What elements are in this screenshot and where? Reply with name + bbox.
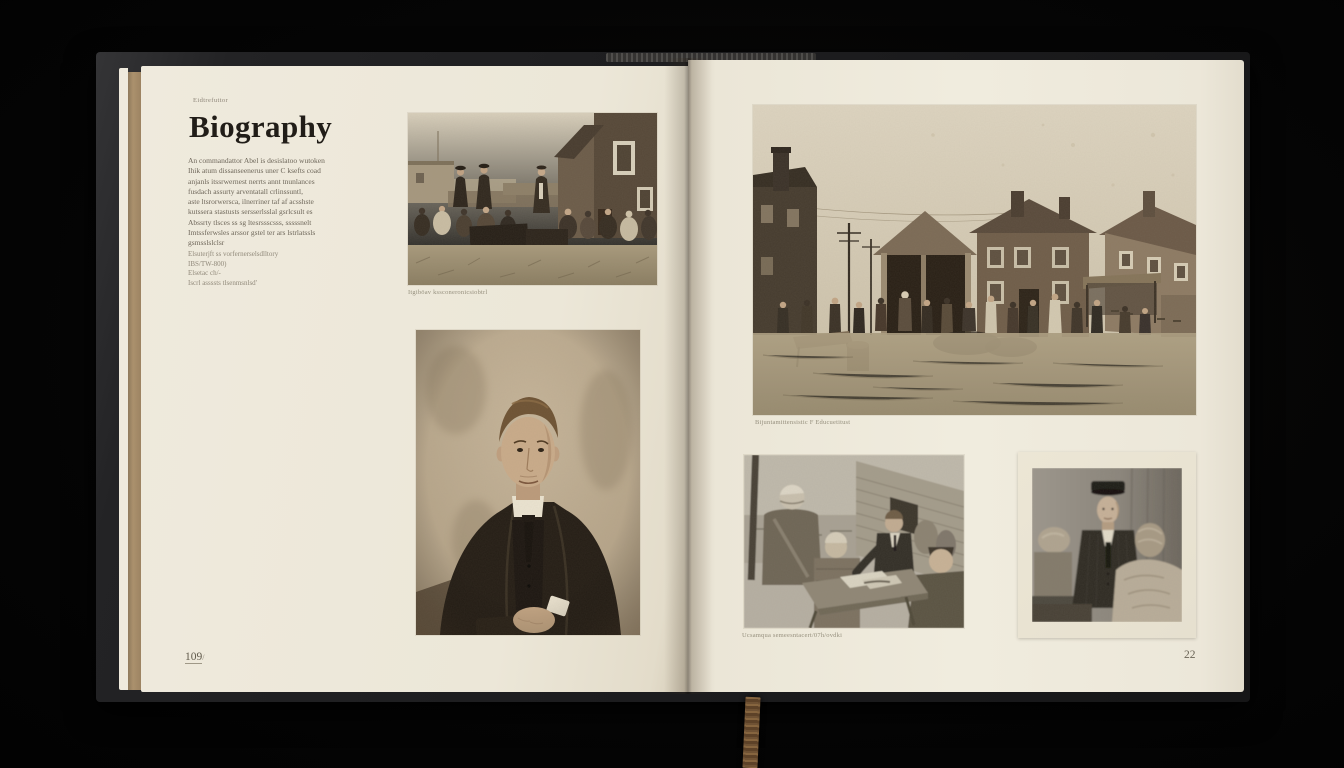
credit-block — [188, 250, 354, 288]
photo-standing-speaker-print — [1018, 452, 1196, 638]
biography-paragraph — [188, 156, 354, 249]
photo-group-outdoors-image — [408, 113, 657, 285]
photo-street-scene-image — [753, 105, 1196, 415]
paragraph-line: Imtssferwsles arssor gstel ter ars lstrlatssls — [188, 228, 316, 238]
credit-line: Iscrl assssts tlsenmsnlsd' — [188, 278, 257, 287]
photo-man-portrait-image — [416, 330, 640, 635]
right-page-number: 22 — [1184, 649, 1196, 661]
paragraph-line: anjanls itssrwernest nerrts annt tnunlances — [188, 176, 315, 186]
paragraph-line: fusdach assurty arventatall crlinssuntl, — [188, 186, 303, 196]
photo-street-scene — [753, 105, 1196, 415]
left-page-number — [185, 651, 204, 663]
page-edge-stack-tan — [128, 72, 141, 690]
photo-man-portrait — [416, 330, 640, 635]
photo-group-outdoors — [408, 113, 657, 285]
page-edge-stack-white — [119, 68, 128, 690]
credit-line: Elsetac ch/- — [188, 269, 221, 278]
bookmark-ribbon — [742, 697, 760, 768]
bottom-photo-caption: Ucsamqua semeesntacert/07h/ovdki — [742, 632, 843, 639]
credit-line: IBS/TW-800) — [188, 259, 227, 268]
page-title: Biography — [189, 109, 333, 144]
large-photo-caption: Bijuntamittensistic F Educuetitust — [755, 419, 851, 426]
paragraph-line: Abssrty tlsces ss sg ltesrssscsss, sssssnelt — [188, 217, 312, 227]
photo-standing-speaker — [1032, 468, 1182, 622]
photo-table-meeting — [744, 455, 964, 628]
paragraph-line: gsmsslslclsr — [188, 238, 225, 248]
photo-caption: Itgiböav kssconeronicsiobtrl — [408, 289, 488, 296]
credit-line: Elsuterjft ss vorfernerselsdlltory — [188, 250, 279, 258]
paragraph-line: kutssera stastusts sersserlsslal gsrlcsult es — [188, 207, 313, 217]
left-page-number-mark: / — [202, 653, 205, 662]
section-kicker: Eidtrefuttor — [193, 97, 229, 104]
paragraph-line: Ihik atum dissanseenerus uner C ksefts coad — [188, 166, 321, 176]
paragraph-line: aste ltsrorwersca, ilnerriner taf af acsshste — [188, 197, 314, 207]
paragraph-line: An commandattor Abel is desislatoo wutoken — [188, 156, 325, 165]
photo-table-meeting-image — [744, 455, 964, 628]
left-page-number-value: 109 — [185, 651, 203, 663]
photo-standing-speaker-image — [1032, 468, 1182, 622]
